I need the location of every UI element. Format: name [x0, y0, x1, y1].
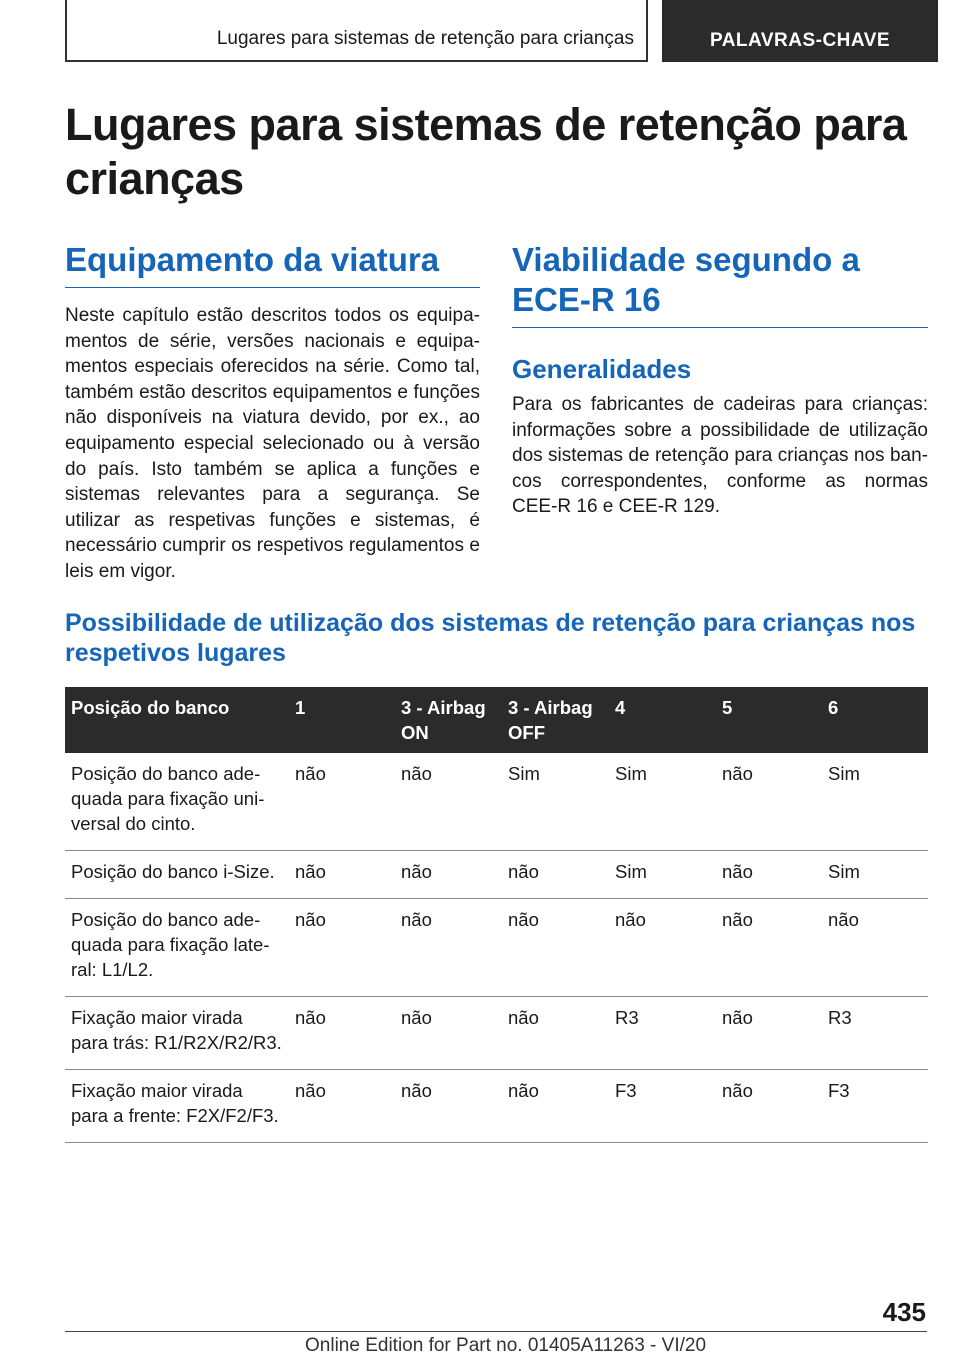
table-cell: não: [502, 899, 609, 997]
table-cell: não: [716, 1070, 822, 1143]
page-title: Lugares para sistemas de retenção para crianças: [65, 99, 907, 204]
table-cell: não: [289, 997, 395, 1070]
table-cell: Sim: [822, 851, 928, 899]
table-cell: não: [395, 899, 502, 997]
table-row: [65, 997, 928, 1070]
table-cell: F3: [822, 1070, 928, 1143]
table-row: [65, 899, 928, 997]
header-tab-label: PALAVRAS-CHAVE: [709, 30, 891, 51]
table-cell: não: [289, 753, 395, 851]
header-title-text: Lugares para sistemas de retenção para crianças: [216, 28, 634, 49]
footer-divider: [65, 1331, 927, 1332]
edition-footer: Online Edition for Part no. 01405A11263 - VI/20: [305, 1335, 707, 1356]
child-seat-usage-table: [65, 687, 928, 1143]
table-cell: R3: [609, 997, 716, 1070]
table-header-cell: 3 - Airbag OFF: [502, 687, 609, 753]
table-cell: não: [289, 1070, 395, 1143]
table-cell: não: [502, 851, 609, 899]
table-row: [65, 753, 928, 851]
table-cell: não: [609, 899, 716, 997]
left-column: [65, 240, 480, 585]
table-cell: Posição do banco adequada para fixação universal do cinto.: [65, 753, 289, 851]
table-cell: não: [289, 851, 395, 899]
table-row: [65, 851, 928, 899]
table-cell: Posição do banco adequada para fixação lateral: L1/L2.: [65, 899, 289, 997]
table-cell: não: [716, 851, 822, 899]
table-cell: não: [395, 1070, 502, 1143]
vehicle-equipment-paragraph: Neste capítulo estão descritos todos os equipamentos de série, versões nacionais e equipamentos especiais oferecidos na série. Como tal, também estão descritos equipamentos e funções não disponíveis na viatura devido, por ex., ao equipamento especial selecionado ou à versão do país. Isto também se aplica a funções e sistemas relevantes para a segurança. Se utilizar as respetivas funções e sistemas, é necessário cumprir os respetivos regulamentos e leis em vigor.: [65, 305, 480, 582]
table-cell: Sim: [609, 753, 716, 851]
table-cell: não: [716, 899, 822, 997]
vehicle-equipment-heading: Equipamento da viatura: [65, 240, 480, 288]
table-cell: F3: [609, 1070, 716, 1143]
table-cell: Posição do banco i-Size.: [65, 851, 289, 899]
table-cell: Sim: [502, 753, 609, 851]
table-header-cell: 4: [609, 687, 716, 753]
header-keywords-tab[interactable]: [662, 0, 938, 62]
table-header-cell: 5: [716, 687, 822, 753]
table-cell: Fixação maior virada para trás: R1/R2X/R2/R3.: [65, 997, 289, 1070]
header-section-title: [65, 0, 648, 62]
table-cell: não: [395, 997, 502, 1070]
table-cell: não: [716, 997, 822, 1070]
table-row: [65, 1070, 928, 1143]
table-cell: não: [502, 997, 609, 1070]
table-cell: Sim: [609, 851, 716, 899]
page-number: 435: [882, 1297, 926, 1327]
table-header-row: [65, 687, 928, 753]
general-subheading: Generalidades: [512, 354, 692, 384]
table-header-cell: 1: [289, 687, 395, 753]
table-cell: não: [822, 899, 928, 997]
table-header-cell: 6: [822, 687, 928, 753]
general-paragraph: Para os fabricantes de cadeiras para crianças: informações sobre a possibilidade de utilização dos sistemas de retenção para crianças nos bancos correspondentes, conforme as normas CEE-R 16 e CEE-R 129.: [512, 394, 928, 518]
table-cell: Fixação maior virada para a frente: F2X/F2/F3.: [65, 1070, 289, 1143]
ece-r16-heading: Viabilidade segundo a ECE-R 16: [512, 240, 928, 328]
table-cell: não: [395, 851, 502, 899]
table-cell: Sim: [822, 753, 928, 851]
table-cell: não: [395, 753, 502, 851]
table-cell: não: [716, 753, 822, 851]
table-cell: R3: [822, 997, 928, 1070]
right-column: [512, 240, 928, 520]
table-cell: não: [502, 1070, 609, 1143]
table-header-cell: 3 - Airbag ON: [395, 687, 502, 753]
table-cell: não: [289, 899, 395, 997]
usage-section-heading: Possibilidade de utilização dos sistemas de retenção para crianças nos respetivos lugares: [65, 609, 916, 667]
table-header-cell: Posição do banco: [65, 687, 289, 753]
